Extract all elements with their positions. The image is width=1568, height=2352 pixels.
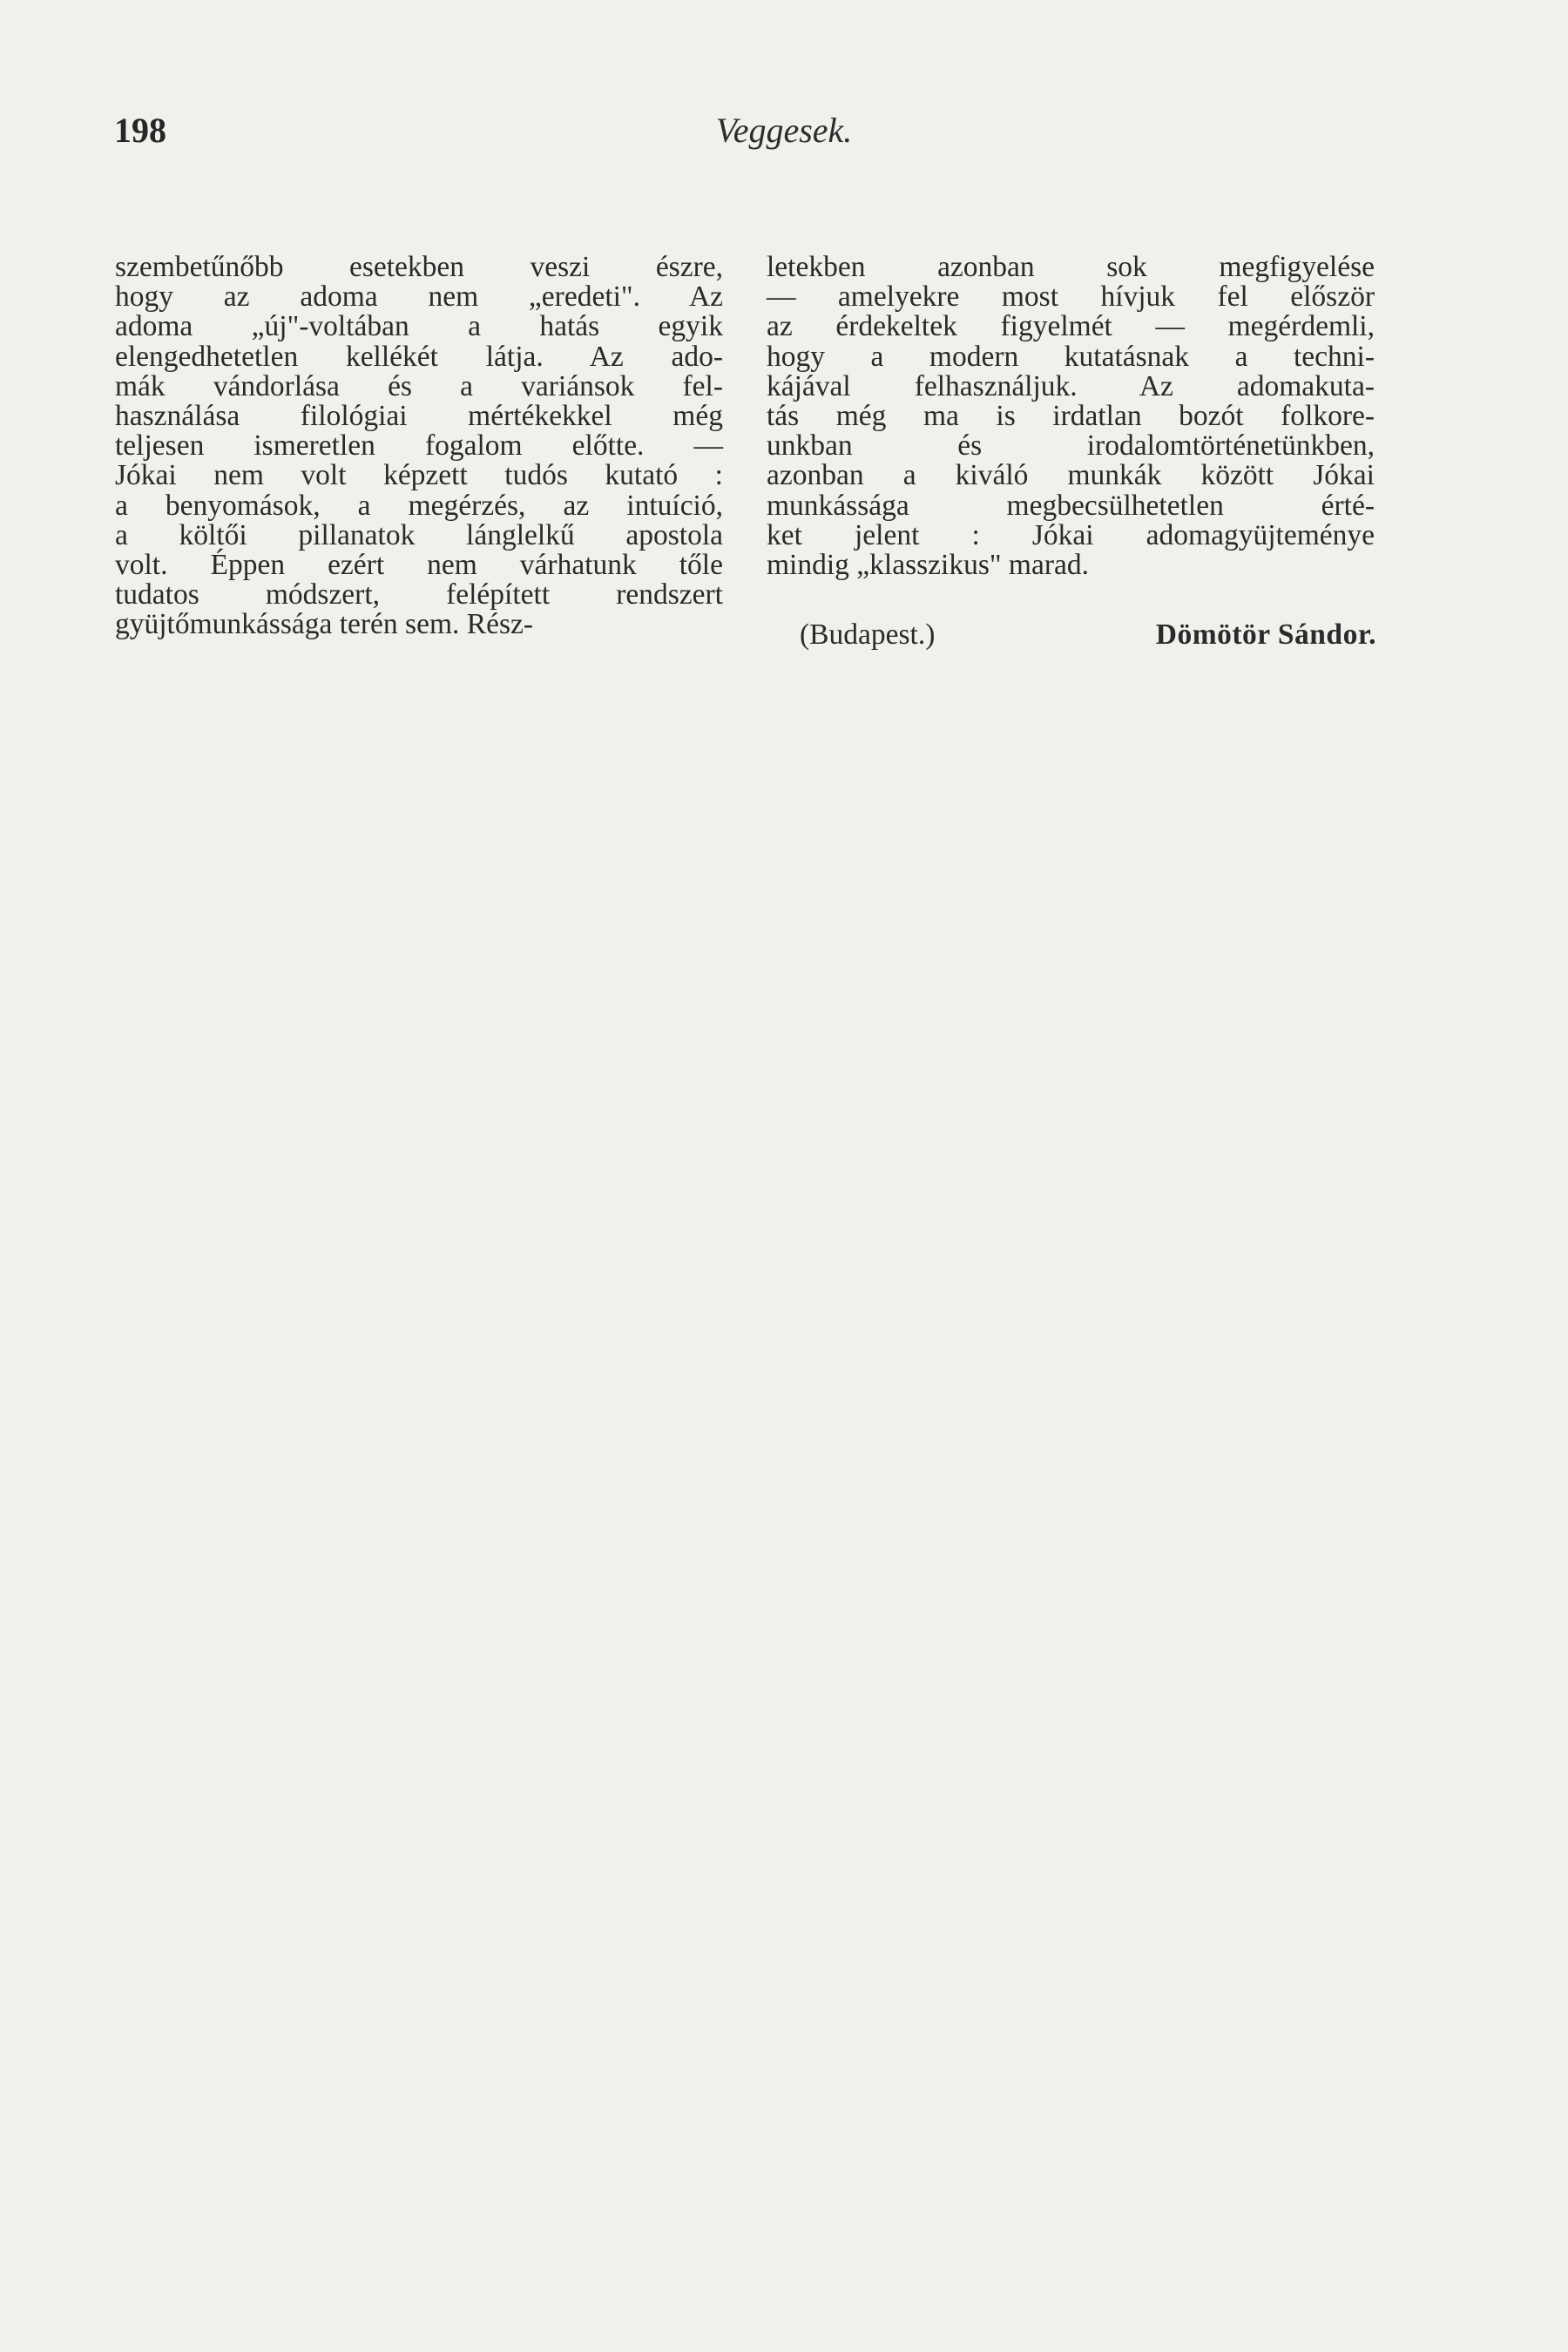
text-line: a benyomások, a megérzés, az intuíció, (115, 489, 723, 522)
text-line: tás még ma is irdatlan bozót folkore- (767, 400, 1375, 433)
signature-place: (Budapest.) (800, 618, 936, 651)
text-line: hogy a modern kutatásnak a techni- (767, 340, 1375, 373)
text-line: mindig „klasszikus" marad. (767, 549, 1090, 582)
text-line: szembetűnőbb esetekben veszi észre, (115, 251, 723, 283)
text-line: letekben azonban sok megfigyelése (767, 251, 1375, 283)
text-line: a költői pillanatok lánglelkű apostola (115, 518, 723, 551)
text-line: tudatos módszert, felépített rendszert (115, 578, 723, 612)
text-line: hogy az adoma nem „eredeti". Az (115, 280, 723, 314)
running-title: Veggesek. (715, 111, 853, 150)
text-line: gyüjtőmunkássága terén sem. Rész- (115, 608, 534, 641)
text-line: elengedhetetlen kellékét látja. Az ado- (115, 340, 723, 373)
text-line: mák vándorlása és a variánsok fel- (115, 369, 723, 402)
text-line: azonban a kiváló munkák között Jókai (767, 459, 1375, 492)
text-line: munkássága megbecsülhetetlen érté- (767, 489, 1375, 522)
signature-author: Dömötör Sándor. (1155, 618, 1376, 651)
text-line: adoma „új"-voltában a hatás egyik (115, 310, 723, 343)
signature (800, 620, 1376, 650)
right-column (767, 253, 1375, 580)
left-column (115, 253, 723, 640)
text-line: az érdekeltek figyelmét — megérdemli, (767, 310, 1375, 343)
text-line: — amelyekre most hívjuk fel először (767, 280, 1375, 314)
text-line: teljesen ismeretlen fogalom előtte. — (115, 429, 723, 463)
text-line: Jókai nem volt képzett tudós kutató : (115, 459, 723, 492)
text-line: volt. Éppen ezért nem várhatunk tőle (115, 549, 723, 582)
text-line: kájával felhasználjuk. Az adomakuta- (767, 369, 1375, 402)
text-line: ket jelent : Jókai adomagyüjteménye (767, 518, 1375, 551)
page-number: 198 (114, 111, 166, 150)
text-line: használása filológiai mértékekkel még (115, 400, 723, 433)
text-line: unkban és irodalomtörténetünkben, (767, 429, 1375, 463)
